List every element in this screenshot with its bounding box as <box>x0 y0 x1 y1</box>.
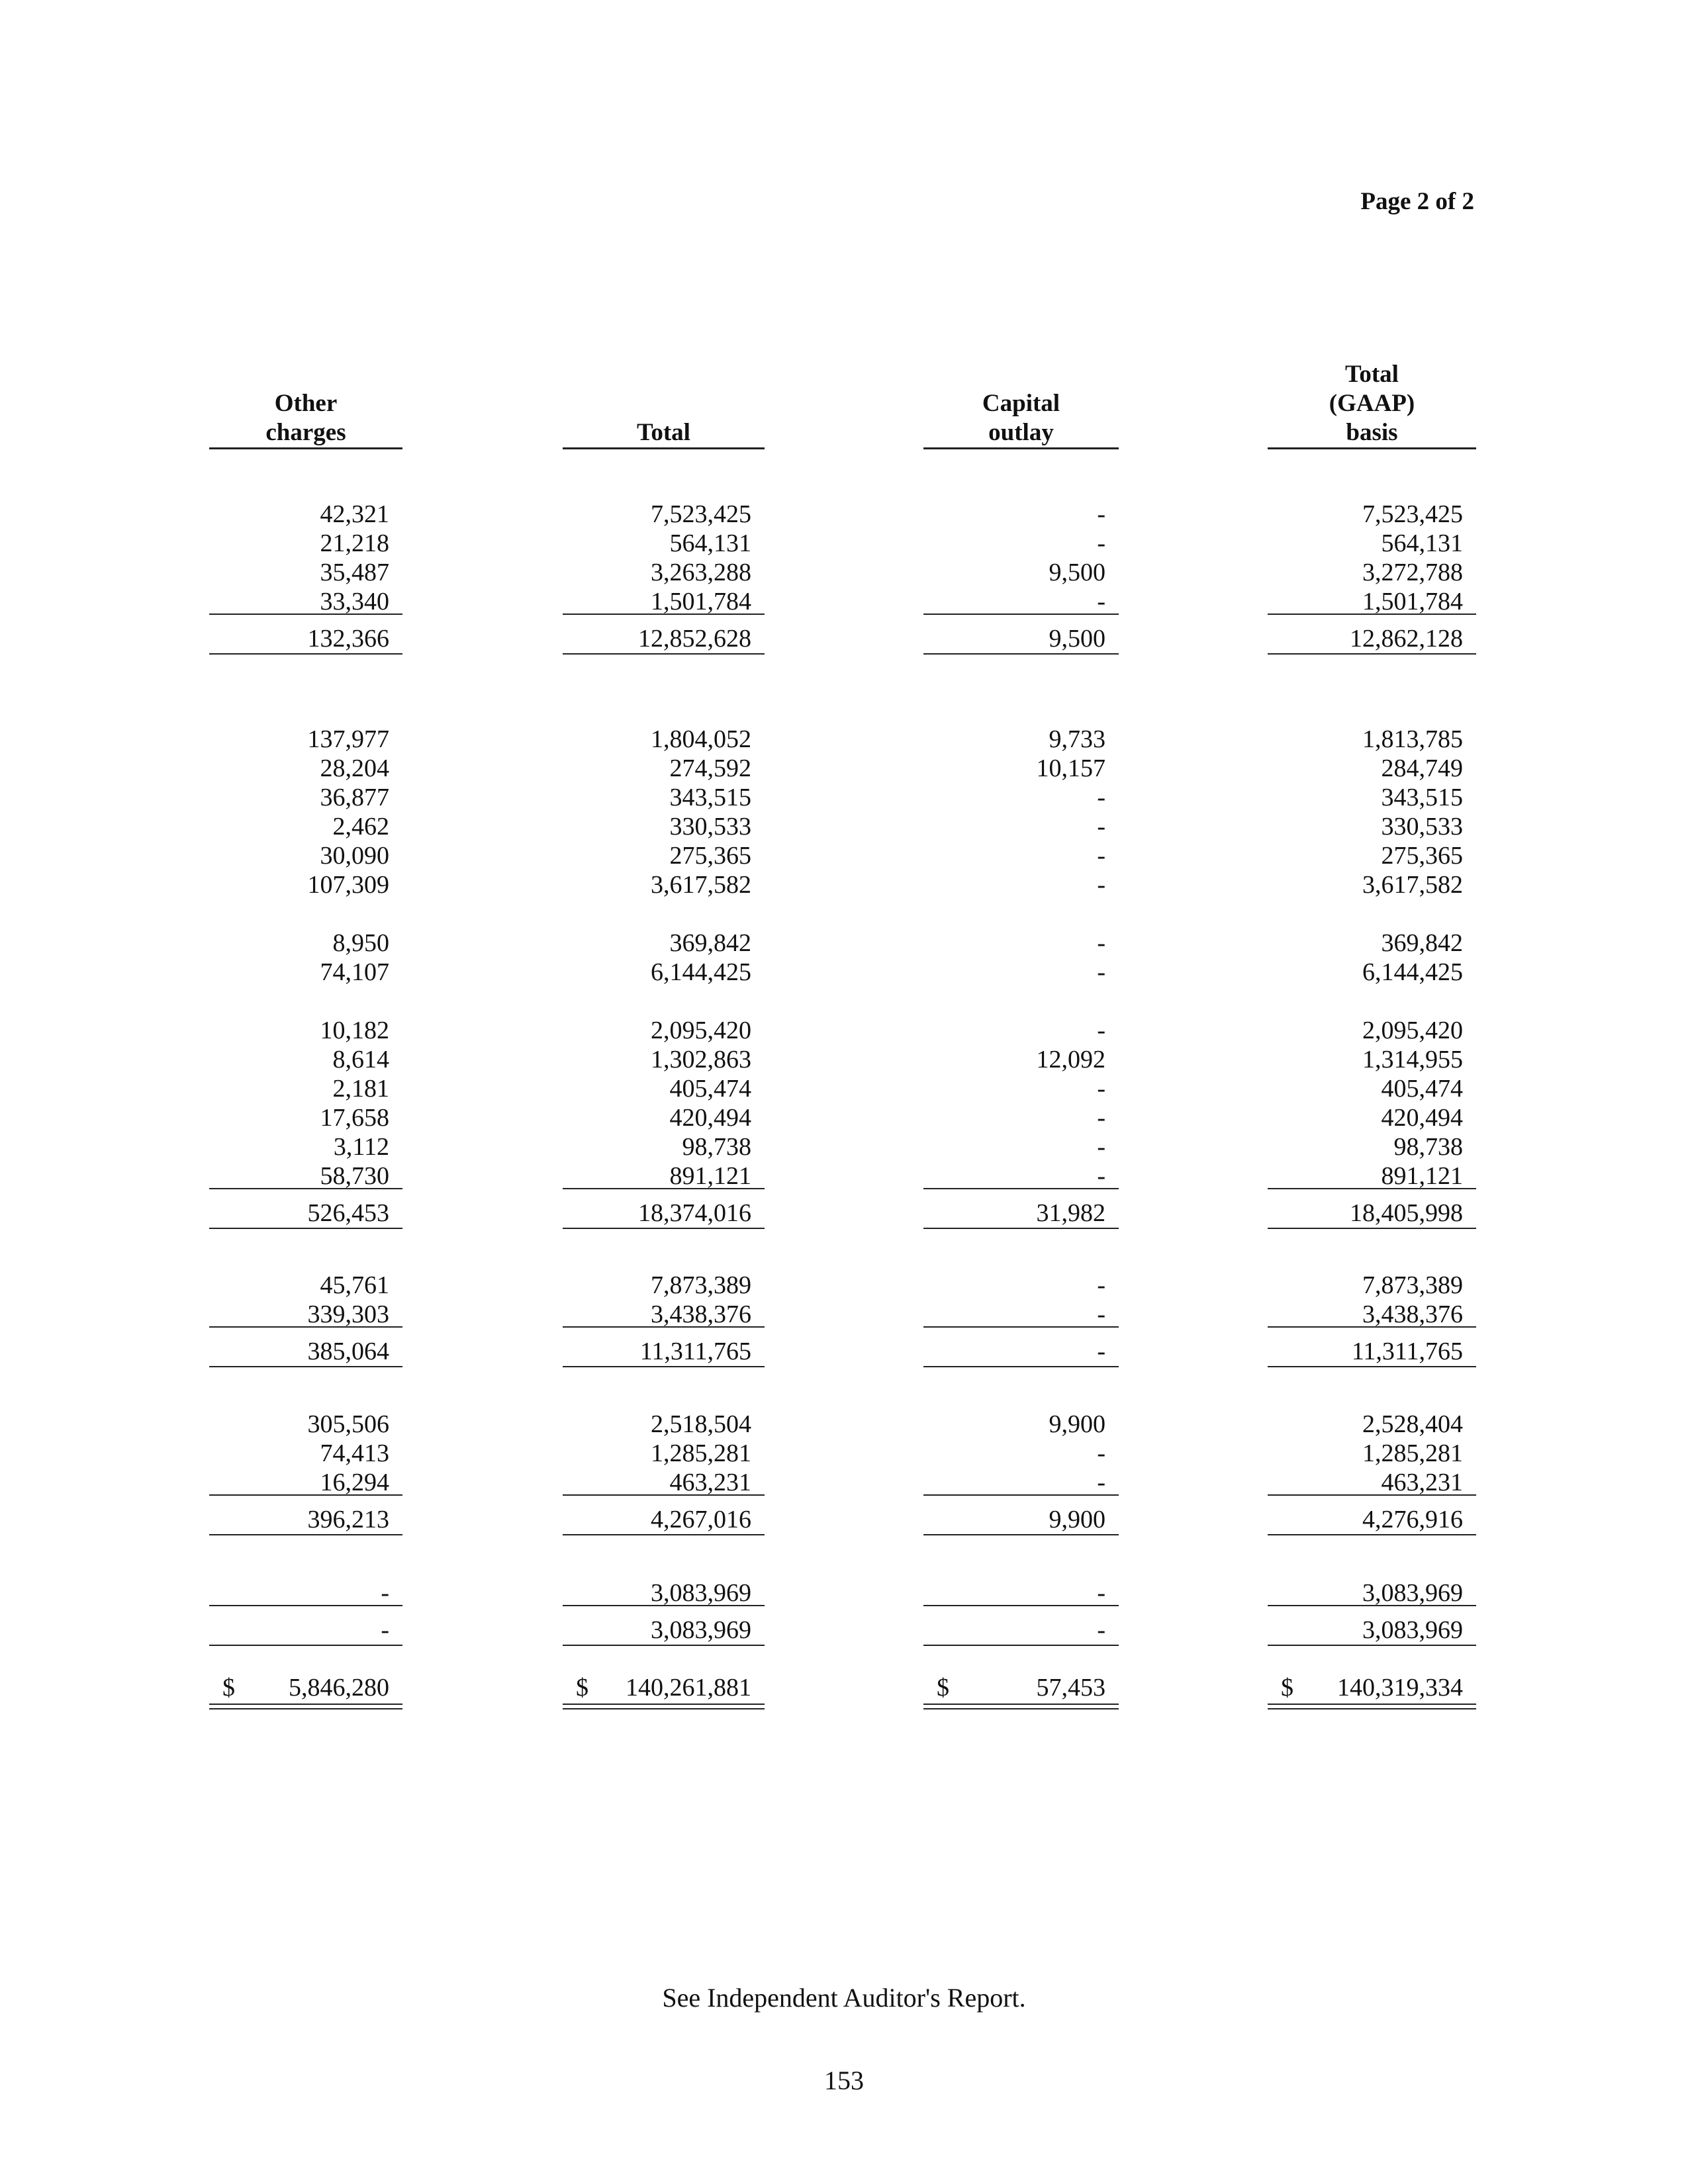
cell-value: 8,950 <box>332 929 389 957</box>
subtotal-value: 385,064 <box>307 1338 389 1365</box>
subtotal-value: 3,083,969 <box>1362 1616 1463 1644</box>
cell-value: - <box>1097 1300 1105 1328</box>
cell-value: 3,112 <box>333 1133 389 1161</box>
cell-value: 28,204 <box>320 754 389 782</box>
column-other-charges <box>209 0 402 2184</box>
subtotal-rule-bottom <box>1268 1366 1476 1367</box>
subtotal-rule-top <box>923 614 1119 615</box>
grand-total-value <box>209 1673 389 1702</box>
subtotal-rule-bottom <box>923 1645 1119 1646</box>
cell-value: - <box>1097 929 1105 957</box>
cell-value: 1,813,785 <box>1362 725 1463 753</box>
subtotal-rule-top <box>209 1494 402 1496</box>
subtotal-rule-top <box>563 1188 765 1189</box>
cell-value: 6,144,425 <box>1362 958 1463 986</box>
cell-value: 36,877 <box>320 784 389 811</box>
cell-value: 343,515 <box>1381 784 1463 811</box>
cell-value: 339,303 <box>307 1300 389 1328</box>
subtotal-rule-top <box>1268 614 1476 615</box>
cell-value: 420,494 <box>1381 1104 1463 1132</box>
grand-total-amount: 5,846,280 <box>289 1674 389 1702</box>
subtotal-value: 3,083,969 <box>651 1616 751 1644</box>
cell-value: 9,500 <box>1049 559 1105 586</box>
subtotal-rule-bottom <box>563 1366 765 1367</box>
cell-value: - <box>1097 529 1105 557</box>
subtotal-rule-bottom <box>563 1534 765 1535</box>
grand-total-double-rule <box>1268 1704 1476 1709</box>
cell-value: 3,272,788 <box>1362 559 1463 586</box>
cell-value: 35,487 <box>320 559 389 586</box>
header-underline <box>1268 447 1476 449</box>
cell-value: - <box>1097 784 1105 811</box>
subtotal-rule-bottom <box>563 1645 765 1646</box>
subtotal-value: 132,366 <box>307 625 389 653</box>
subtotal-rule-top <box>923 1494 1119 1496</box>
subtotal-rule-top <box>563 1494 765 1496</box>
header-underline <box>563 447 765 449</box>
cell-value: - <box>1097 1439 1105 1467</box>
cell-value: 3,438,376 <box>651 1300 751 1328</box>
cell-value: - <box>1097 813 1105 841</box>
grand-total-amount: 57,453 <box>1036 1674 1105 1702</box>
column-header: charges <box>265 419 346 446</box>
cell-value: 1,285,281 <box>1362 1439 1463 1467</box>
currency-symbol: $ <box>576 1674 588 1702</box>
subtotal-value: 11,311,765 <box>639 1338 751 1365</box>
cell-value: 3,263,288 <box>651 559 751 586</box>
grand-total-amount: 140,319,334 <box>1337 1674 1463 1702</box>
subtotal-value: 31,982 <box>1036 1199 1105 1227</box>
column-capital-outlay <box>923 0 1119 2184</box>
column-header: Capital <box>982 390 1060 417</box>
subtotal-rule-bottom <box>209 1366 402 1367</box>
grand-total-double-rule <box>923 1704 1119 1709</box>
cell-value: 2,181 <box>332 1075 389 1103</box>
subtotal-value: 12,852,628 <box>638 625 751 653</box>
subtotal-rule-top <box>1268 1605 1476 1606</box>
cell-value: 330,533 <box>1381 813 1463 841</box>
footer-note: See Independent Auditor's Report. <box>662 1983 1026 2013</box>
subtotal-rule-bottom <box>923 1366 1119 1367</box>
subtotal-rule-top <box>209 1605 402 1606</box>
subtotal-value: - <box>1097 1616 1105 1644</box>
grand-total-value <box>1268 1673 1463 1702</box>
cell-value: - <box>1097 500 1105 528</box>
cell-value: 1,302,863 <box>651 1046 751 1073</box>
subtotal-rule-bottom <box>923 1534 1119 1535</box>
cell-value: 2,095,420 <box>1362 1017 1463 1044</box>
subtotal-rule-top <box>209 1326 402 1328</box>
grand-total-double-rule <box>209 1704 402 1709</box>
cell-value: 564,131 <box>669 529 751 557</box>
cell-value: 33,340 <box>320 588 389 615</box>
cell-value: - <box>1097 1469 1105 1496</box>
subtotal-rule-top <box>1268 1494 1476 1496</box>
cell-value: 343,515 <box>669 784 751 811</box>
cell-value: 30,090 <box>320 842 389 870</box>
cell-value: 9,733 <box>1049 725 1105 753</box>
cell-value: 3,083,969 <box>651 1579 751 1607</box>
subtotal-rule-top <box>563 614 765 615</box>
subtotal-value: 11,311,765 <box>1351 1338 1463 1365</box>
cell-value: 98,738 <box>1393 1133 1463 1161</box>
cell-value: 405,474 <box>669 1075 751 1103</box>
subtotal-rule-bottom <box>923 653 1119 655</box>
cell-value: 8,614 <box>332 1046 389 1073</box>
grand-total-value <box>563 1673 751 1702</box>
cell-value: 463,231 <box>669 1469 751 1496</box>
cell-value: 3,617,582 <box>651 871 751 899</box>
currency-symbol: $ <box>937 1674 949 1702</box>
cell-value: - <box>1097 842 1105 870</box>
grand-total-value <box>923 1673 1105 1702</box>
currency-symbol: $ <box>222 1674 235 1702</box>
subtotal-rule-bottom <box>1268 1534 1476 1535</box>
cell-value: 2,528,404 <box>1362 1410 1463 1438</box>
cell-value: 17,658 <box>320 1104 389 1132</box>
column-header: Total <box>637 419 690 446</box>
cell-value: 74,107 <box>320 958 389 986</box>
cell-value: 58,730 <box>320 1162 389 1190</box>
cell-value: 10,182 <box>320 1017 389 1044</box>
column-header: Other <box>274 390 338 417</box>
column-header: basis <box>1346 419 1398 446</box>
header-underline <box>923 447 1119 449</box>
subtotal-rule-bottom <box>209 1534 402 1535</box>
page-label: Page 2 of 2 <box>1360 188 1474 215</box>
cell-value: 6,144,425 <box>651 958 751 986</box>
subtotal-rule-top <box>1268 1326 1476 1328</box>
cell-value: 1,501,784 <box>651 588 751 615</box>
column-total-gaap-basis <box>1268 0 1476 2184</box>
cell-value: 284,749 <box>1381 754 1463 782</box>
cell-value: 1,804,052 <box>651 725 751 753</box>
subtotal-rule-top <box>923 1605 1119 1606</box>
cell-value: 891,121 <box>669 1162 751 1190</box>
subtotal-value: 12,862,128 <box>1350 625 1463 653</box>
subtotal-rule-top <box>923 1188 1119 1189</box>
cell-value: 45,761 <box>320 1271 389 1299</box>
page-number: 153 <box>824 2066 864 2095</box>
cell-value: 369,842 <box>1381 929 1463 957</box>
cell-value: 98,738 <box>682 1133 751 1161</box>
cell-value: 3,617,582 <box>1362 871 1463 899</box>
cell-value: 891,121 <box>1381 1162 1463 1190</box>
subtotal-value: 526,453 <box>307 1199 389 1227</box>
cell-value: 107,309 <box>307 871 389 899</box>
cell-value: 3,083,969 <box>1362 1579 1463 1607</box>
header-underline <box>209 447 402 449</box>
column-total <box>563 0 765 2184</box>
subtotal-rule-bottom <box>209 1645 402 1646</box>
subtotal-rule-top <box>209 1188 402 1189</box>
currency-symbol: $ <box>1281 1674 1293 1702</box>
subtotal-value: 9,900 <box>1049 1506 1105 1533</box>
cell-value: 10,157 <box>1036 754 1105 782</box>
column-header: outlay <box>988 419 1054 446</box>
subtotal-rule-bottom <box>1268 1645 1476 1646</box>
subtotal-rule-top <box>563 1605 765 1606</box>
cell-value: - <box>1097 871 1105 899</box>
subtotal-value: - <box>1097 1338 1105 1365</box>
cell-value: - <box>1097 1017 1105 1044</box>
subtotal-rule-bottom <box>209 653 402 655</box>
subtotal-rule-bottom <box>1268 653 1476 655</box>
cell-value: 275,365 <box>1381 842 1463 870</box>
cell-value: 2,518,504 <box>651 1410 751 1438</box>
cell-value: 463,231 <box>1381 1469 1463 1496</box>
subtotal-rule-bottom <box>923 1228 1119 1229</box>
cell-value: 274,592 <box>669 754 751 782</box>
subtotal-value: 18,374,016 <box>638 1199 751 1227</box>
cell-value: 420,494 <box>669 1104 751 1132</box>
cell-value: 305,506 <box>307 1410 389 1438</box>
cell-value: - <box>1097 588 1105 615</box>
subtotal-rule-bottom <box>563 653 765 655</box>
cell-value: 3,438,376 <box>1362 1300 1463 1328</box>
cell-value: 137,977 <box>307 725 389 753</box>
subtotal-rule-bottom <box>1268 1228 1476 1229</box>
subtotal-value: 4,276,916 <box>1362 1506 1463 1533</box>
cell-value: 16,294 <box>320 1469 389 1496</box>
cell-value: 2,462 <box>332 813 389 841</box>
grand-total-double-rule <box>563 1704 765 1709</box>
cell-value: 1,501,784 <box>1362 588 1463 615</box>
cell-value: 564,131 <box>1381 529 1463 557</box>
subtotal-rule-top <box>923 1326 1119 1328</box>
cell-value: 2,095,420 <box>651 1017 751 1044</box>
subtotal-value: 9,500 <box>1049 625 1105 653</box>
cell-value: - <box>1097 1104 1105 1132</box>
cell-value: 1,285,281 <box>651 1439 751 1467</box>
subtotal-rule-top <box>563 1326 765 1328</box>
grand-total-amount: 140,261,881 <box>626 1674 751 1702</box>
cell-value: - <box>1097 1133 1105 1161</box>
cell-value: 7,873,389 <box>1362 1271 1463 1299</box>
column-header: Total <box>1345 361 1399 388</box>
subtotal-value: 4,267,016 <box>651 1506 751 1533</box>
cell-value: - <box>381 1579 389 1607</box>
cell-value: 275,365 <box>669 842 751 870</box>
cell-value: 42,321 <box>320 500 389 528</box>
cell-value: 369,842 <box>669 929 751 957</box>
cell-value: 7,873,389 <box>651 1271 751 1299</box>
cell-value: 12,092 <box>1036 1046 1105 1073</box>
cell-value: 330,533 <box>669 813 751 841</box>
cell-value: - <box>1097 1075 1105 1103</box>
cell-value: 9,900 <box>1049 1410 1105 1438</box>
subtotal-rule-top <box>1268 1188 1476 1189</box>
subtotal-rule-bottom <box>209 1228 402 1229</box>
cell-value: 405,474 <box>1381 1075 1463 1103</box>
subtotal-value: 18,405,998 <box>1350 1199 1463 1227</box>
subtotal-value: 396,213 <box>307 1506 389 1533</box>
subtotal-rule-top <box>209 614 402 615</box>
cell-value: - <box>1097 958 1105 986</box>
cell-value: 7,523,425 <box>651 500 751 528</box>
cell-value: - <box>1097 1162 1105 1190</box>
cell-value: 21,218 <box>320 529 389 557</box>
subtotal-value: - <box>381 1616 389 1644</box>
cell-value: - <box>1097 1271 1105 1299</box>
column-header: (GAAP) <box>1329 390 1415 417</box>
cell-value: 7,523,425 <box>1362 500 1463 528</box>
cell-value: 1,314,955 <box>1362 1046 1463 1073</box>
cell-value: - <box>1097 1579 1105 1607</box>
cell-value: 74,413 <box>320 1439 389 1467</box>
subtotal-rule-bottom <box>563 1228 765 1229</box>
